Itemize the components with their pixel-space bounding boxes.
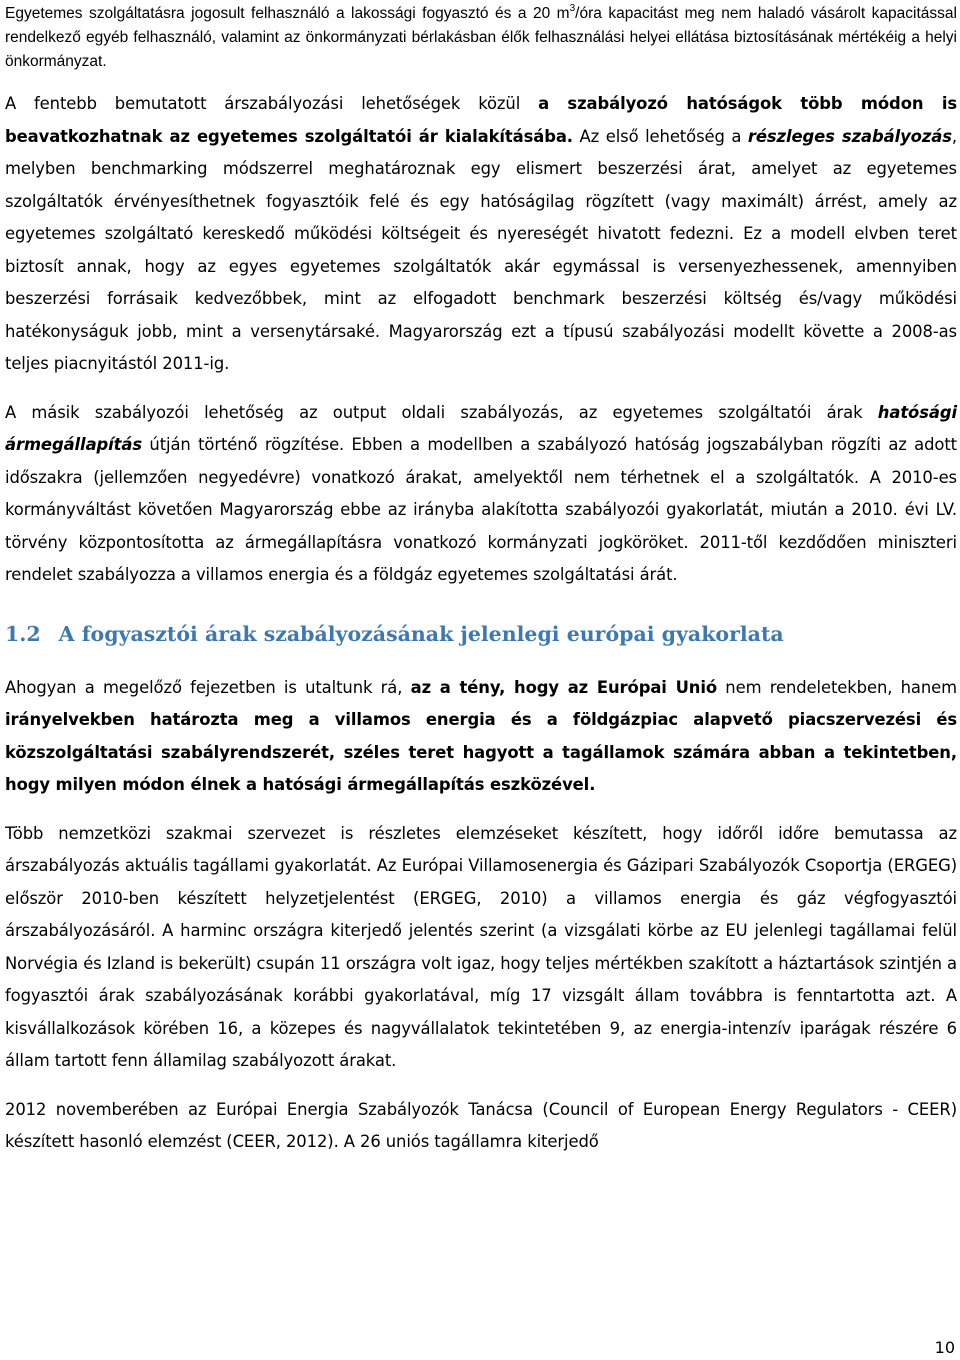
para1-text-2: Az első lehetőség a <box>572 126 748 146</box>
para3-text-1: Ahogyan a megelőző fejezetben is utaltunk rá, <box>5 677 411 697</box>
para1-text-3: , melyben benchmarking módszerrel meghatároznak egy elismert beszerzési árat, amelyet az egyetemes szolgáltatók érvényesíthetnek fogyasztóik felé és egy hatóságilag rögzített (vagy maximált) árrést, amely az egyetemes szolgáltató kereskedő működési költségeit és nyereségét hivatott fedezni. Ez a modell elvben teret biztosít annak, hogy az egyes egyetemes szolgáltatók akár egymással is versenyezhessenek, amennyiben beszerzési forrásaik kedvezőbbek, mint az elfogadott benchmark beszerzési költség és/vagy működési hatékonyságuk jobb, mint a versenytársaké. Magyarország ezt a típusú szabályozási modellt követte a 2008-as teljes piacnyitástól 2011-ig. <box>5 126 958 373</box>
section-heading <box>5 622 957 646</box>
para2-text-1: A másik szabályozói lehetőség az output oldali szabályozás, az egyetemes szolgáltatói árak <box>5 402 878 422</box>
para1-bold-1: a szabályozó hatóságok több módon is beavatkozhatnak az egyetemes szolgáltatói ár kialakításába. <box>5 94 957 146</box>
para3-bold-2: irányelvekben határozta meg a villamos energia és a földgázpiac alapvető piacszervezési és közszolgáltatási szabályrendszerét, széles teret hagyott a tagállamok számára abban a tekintetben, hogy milyen módon élnek a hatósági ármegállapítás eszközével. <box>5 710 957 794</box>
para3-bold-1: az a tény, hogy az Európai Unió <box>410 677 718 697</box>
paragraph-ceer-report <box>5 1094 957 1159</box>
document-page <box>5 0 957 1159</box>
para1-bold-italic-1: részleges szabályozás <box>747 126 952 146</box>
para3-text-2: nem rendeletekben, hanem <box>717 677 958 697</box>
para4-text: Több nemzetközi szakmai szervezet is részletes elemzéseket készített, hogy időről időre bemutassa az árszabályozás aktuális tagállami gyakorlatát. Az Európai Villamosenergia és Gázipari Szabályozók Csoportja (ERGEG) először 2010-ben készített helyzetjelentést (ERGEG, 2010) a villamos energia és gáz végfogyasztói árszabályozásáról. A harminc országra kiterjedő jelentés szerint (a vizsgálati körbe az EU jelenlegi tagállamai felül Norvégia és Izland is bekerült) csupán 11 országra volt igaz, hogy teljes mértékben szakított a háztartások szintjén a fogyasztói árak szabályozásának korábbi gyakorlatával, míg 17 vizsgált állam továbbra is fenntartotta azt. A kisvállalkozások körében 16, a közepes és nagyvállalatok tekintetében 9, az energia-intenzív iparágak részére 6 állam tartott fenn államilag szabályozott árakat. <box>5 823 957 1070</box>
intro-paragraph <box>5 2 957 74</box>
paragraph-price-setting <box>5 397 957 592</box>
para1-text-1: A fentebb bemutatott árszabályozási lehetőségek közül <box>5 94 539 113</box>
para2-bold-italic-1: hatósági ármegállapítás <box>5 402 957 454</box>
paragraph-eu-directives <box>5 672 957 802</box>
intro-text-b: /óra kapacitást meg nem haladó vásárolt kapacitással rendelkező egyéb felhasználó, valamint az önkormányzati bérlakásban élők felhasználási helyei ellátása biztosításának mértékéig a helyi önkormányzat. <box>5 5 957 70</box>
section-number: 1.2 <box>5 621 41 646</box>
page-number: 10 <box>934 1338 955 1357</box>
section-title: A fogyasztói árak szabályozásának jelenlegi európai gyakorlata <box>58 621 784 646</box>
intro-superscript: 3 <box>569 3 576 14</box>
paragraph-partial-regulation <box>5 88 957 381</box>
para2-text-2: útján történő rögzítése. Ebben a modellben a szabályozó hatóság jogszabályban rögzíti az adott időszakra (jellemzően negyedévre) vonatkozó árakat, amelyektől nem térhetnek el a szolgáltatók. A 2010-es kormányváltást követően Magyarország ebbe az irányba alakította szabályozói gyakorlatát, miután a 2010. évi LV. törvény központosította az ármegállapításra vonatkozó kormányzati jogköröket. 2011-től kezdődően miniszteri rendelet szabályozza a villamos energia és a földgáz egyetemes szolgáltatási árát. <box>5 435 957 584</box>
intro-text-a: Egyetemes szolgáltatásra jogosult felhasználó a lakossági fogyasztó és a 20 m <box>5 5 570 22</box>
paragraph-ergeg-report <box>5 818 957 1078</box>
para5-text: 2012 novemberében az Európai Energia Szabályozók Tanácsa (Council of European Energy Regulators - CEER) készített hasonló elemzést (CEER, 2012). A 26 uniós tagállamra kiterjedő <box>5 1099 957 1151</box>
